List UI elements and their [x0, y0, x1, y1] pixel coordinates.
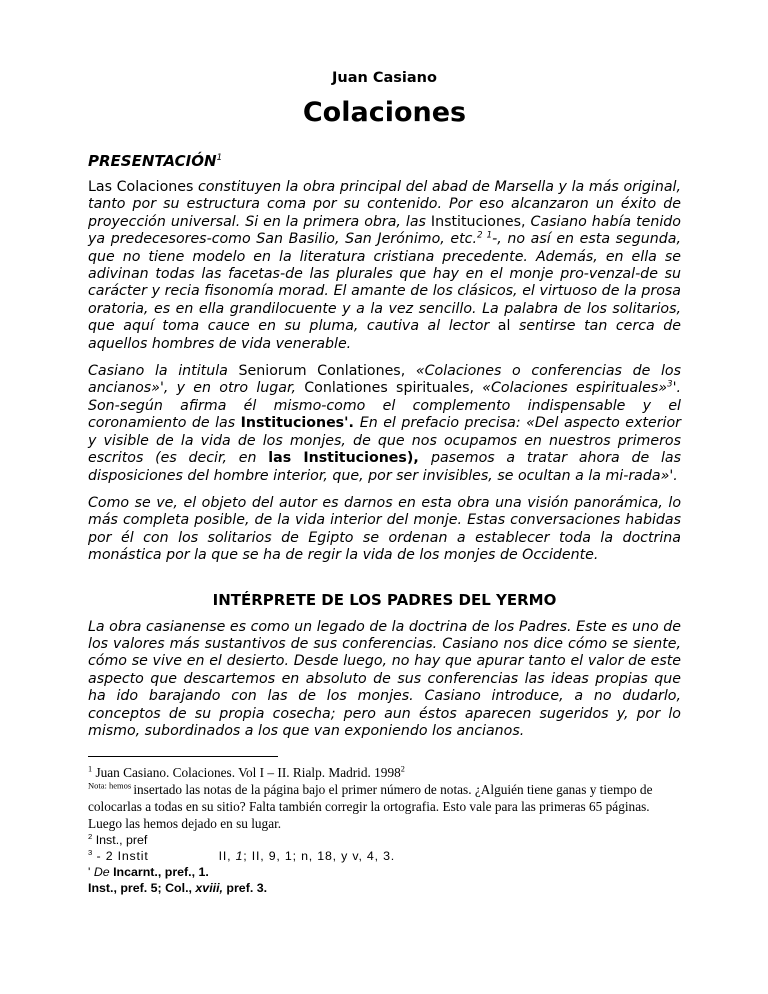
footnotes-block: [88, 764, 681, 896]
footnote-3: $^3$ - 2 Instit II, 1; II, 9, 1; n, 18, y v, 4, 3.: [88, 848, 396, 864]
footnote-ref-icon: 1: [216, 153, 223, 163]
section-heading-interprete: INTÉRPRETE DE LOS PADRES DEL YERMO: [212, 590, 557, 609]
paragraph-presentation-1: Las Colaciones constituyen la obra principal del abad de Marsella y la más original, tanto por su estructura coma por su contenido. Por eso alcanzaron un éxito de proyección universal. Si en la primera obra, las Instituciones, Casiano había tenido ya predecesores-como San Basilio, San Jerónimo, etc.$^{2 1}$-, no así en esta segunda, que no tiene modelo en la literatura cristiana precedente. Además, en ella se adivinan todas las facetas-de las plurales que hay en el monje pro-venzal-de su carácter y recia fisonomía morad. El amante de los clásicos, el virtuoso de la prosa oratoria, es en ella grandilocuente y a la vez sencillo. La palabra de los solitarios, que aquí toma cauce en su pluma, cautiva al lector al sentirse tan cerca de aquellos hombres de vida venerable.: [88, 179, 681, 352]
footnote-1: $^1$ Juan Casiano. Colaciones. Vol I – II. Rialp. Madrid. 1998$^2$: [88, 764, 405, 781]
presentation-heading-text: PRESENTACIÓN: [88, 152, 217, 170]
footnote-5: Inst., pref. 5; Col., xviii, pref. 3.: [88, 881, 268, 896]
document-title: Colaciones: [302, 97, 467, 128]
paragraph-presentation-2: Casiano la intitula Seniorum Conlationes, «Colaciones o conferencias de los ancianos»', y en otro lugar, Conlationes spirituales, «Colaciones espirituales»$^3$'. Son-según afirma él mismo-como el complemento indispensable y el coronamiento de las Instituciones'. En el prefacio precisa: «Del aspecto exterior y visible de la vida de los monjes, de que nos ocupamos en nuestros primeros escritos (es decir, en las Instituciones), pasemos a tratar ahora de las disposiciones del hombre interior, que, por ser invisibles, se ocultan a la mi-rada»'.: [88, 363, 681, 484]
footnote-2: $^2$ Inst., pref: [88, 832, 148, 848]
document-author: Juan Casiano: [332, 70, 437, 86]
footnote-editor-note: $^{Nota: hemos}$ insertado las notas de la página bajo el primer número de notas. ¿Alguién tiene ganas y tiempo de colocarlas a todas en su sitio? Falta también corregir la ortografia. Esto vale para las primeras 65 páginas. Luego las hemos dejado en su lugar.: [88, 780, 653, 832]
footnote-separator: [88, 756, 278, 757]
footnote-4: ' De Incarnt., pref., 1.: [88, 865, 209, 880]
paragraph-interprete-1: La obra casianense es como un legado de la doctrina de los Padres. Este es uno de los valores más sustantivos de sus conferencias. Casiano nos dice cómo se siente, cómo se vive en el desierto. Desde luego, no hay que apurar tanto el valor de este aspecto que descartemos en absoluto de sus conferencias las ideas propias que ha ido barajando con las de los monjes. Casiano introduce, a no dudarlo, conceptos de su propia cosecha; pero aun éstos aparecen sugeridos y, por lo mismo, subordinados a los que van exponiendo los ancianos.: [88, 618, 681, 739]
paragraph-presentation-3: Como se ve, el objeto del autor es darnos en esta obra una visión panorámica, lo más completa posible, de la vida interior del monje. Estas conversaciones habidas por él con los solitarios de Egipto se ordenan a establecer toda la doctrina monástica por la que se ha de regir la vida de los monjes de Occidente.: [88, 494, 681, 564]
presentation-heading: [88, 152, 681, 170]
